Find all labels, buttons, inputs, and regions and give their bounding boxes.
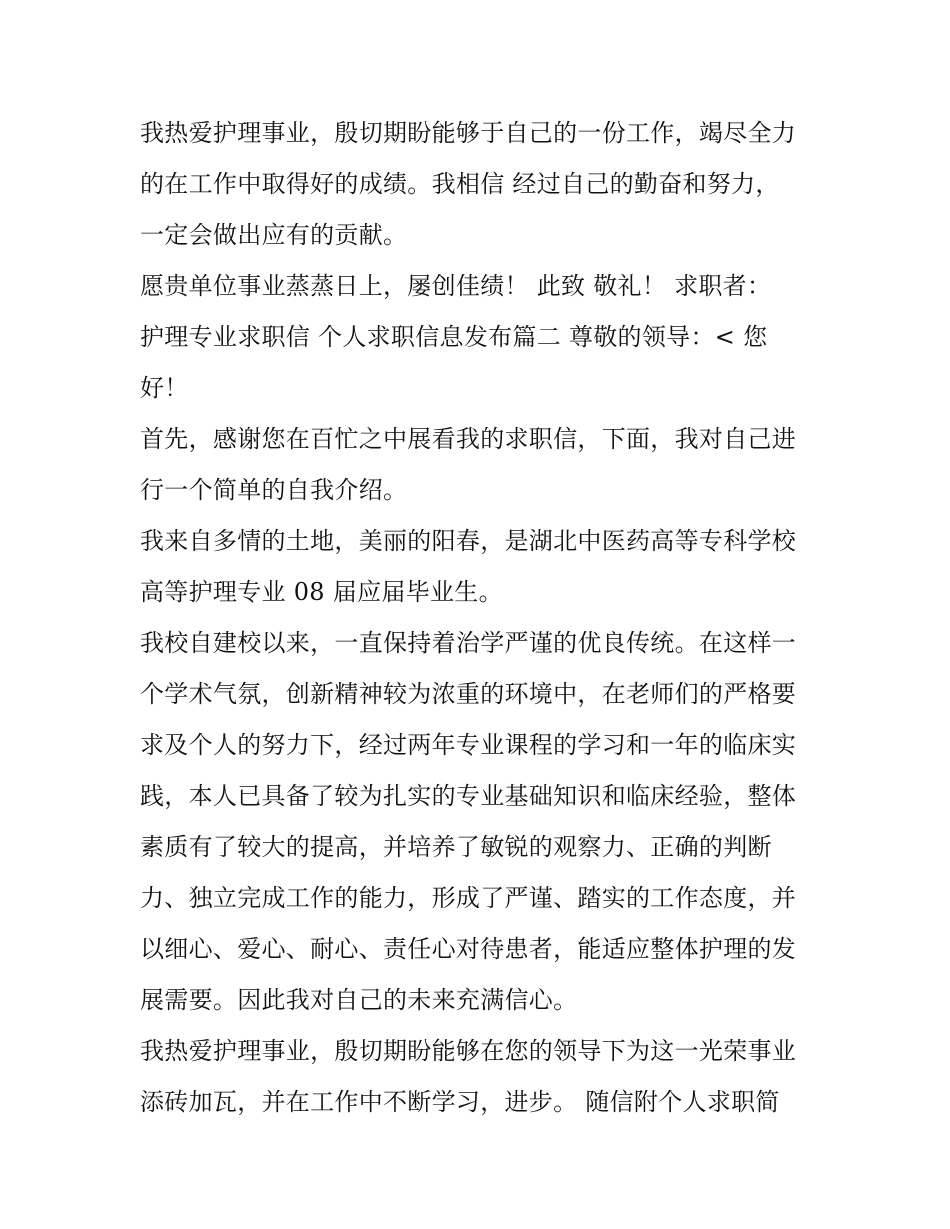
text-line: 践，本人已具备了较为扎实的专业基础知识和临床经验，整体 xyxy=(140,782,797,810)
text-line: 我校自建校以来，一直保持着治学严谨的优良传统。在这样一 xyxy=(140,629,797,657)
text-line: 行一个简单的自我介绍。 xyxy=(140,476,408,504)
text-line: 我热爱护理事业，殷切期盼能够在您的领导下为这一光荣事业 xyxy=(140,1037,797,1065)
text-line: 力、独立完成工作的能力，形成了严谨、踏实的工作态度，并 xyxy=(140,884,797,912)
text-line: 愿贵单位事业蒸蒸日上，屡创佳绩！ 此致 敬礼！ 求职者： xyxy=(140,272,772,300)
text-line: 个学术气氛，创新精神较为浓重的环境中，在老师们的严格要 xyxy=(140,680,797,708)
text-line: 高等护理专业 08 届应届毕业生。 xyxy=(140,578,503,606)
text-line: 的在工作中取得好的成绩。我相信 经过自己的勤奋和努力， xyxy=(140,170,780,198)
text-line: 首先，感谢您在百忙之中展看我的求职信，下面，我对自己进 xyxy=(140,425,797,453)
text-line: 我来自多情的土地，美丽的阳春，是湖北中医药高等专科学校 xyxy=(140,527,797,555)
text-line: 以细心、爱心、耐心、责任心对待患者，能适应整体护理的发 xyxy=(140,935,797,963)
text-line: 素质有了较大的提高，并培养了敏锐的观察力、正确的判断 xyxy=(140,833,772,861)
text-line: 添砖加瓦，并在工作中不断学习，进步。 随信附个人求职简 xyxy=(140,1088,780,1116)
text-line: 好！ xyxy=(140,374,189,402)
document-body xyxy=(140,108,820,1128)
text-line: 求及个人的努力下，经过两年专业课程的学习和一年的临床实 xyxy=(140,731,797,759)
text-line: 一定会做出应有的贡献。 xyxy=(140,221,408,249)
text-line: 展需要。因此我对自己的未来充满信心。 xyxy=(140,986,578,1014)
text-line: 护理专业求职信 个人求职信息发布篇二 尊敬的领导：< 您 xyxy=(140,323,768,351)
text-line: 我热爱护理事业，殷切期盼能够于自己的一份工作，竭尽全力 xyxy=(140,119,797,147)
